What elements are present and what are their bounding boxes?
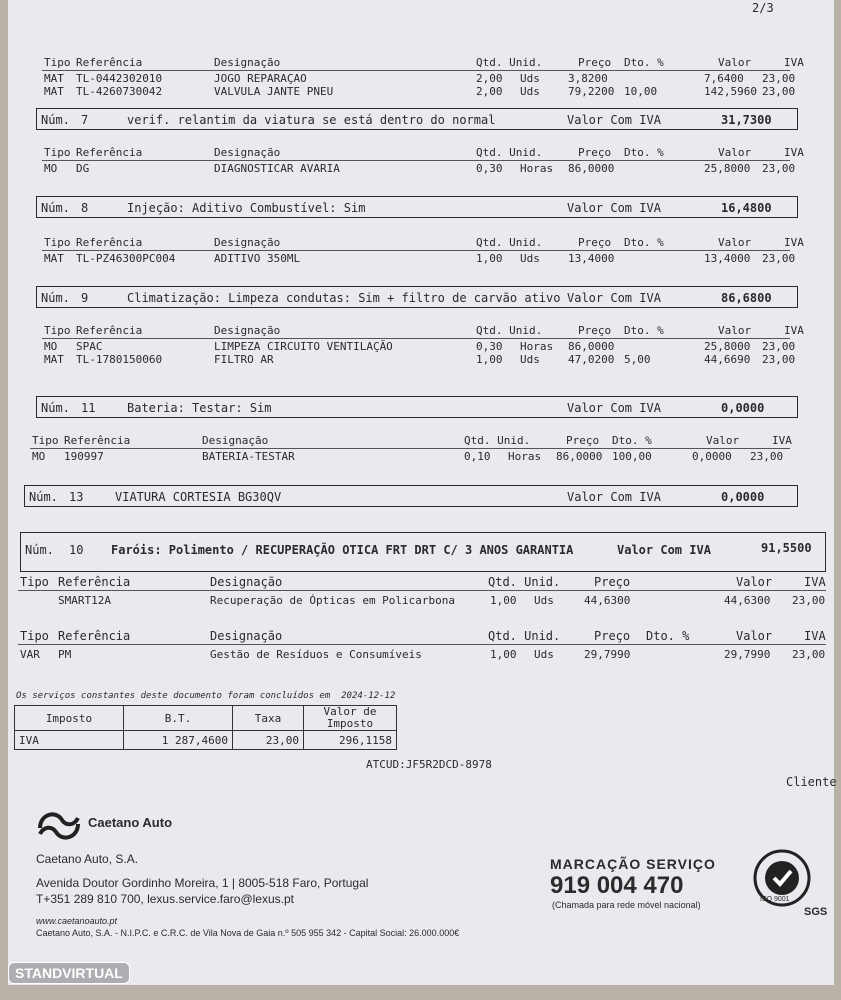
column-header: Referência <box>76 324 143 337</box>
cell-preco: 79,2200 <box>568 85 615 98</box>
tax-cell: 23,00 <box>233 731 304 750</box>
column-header: IVA <box>804 575 826 589</box>
tax-header: Valor de Imposto <box>304 706 397 731</box>
service-box-7 <box>36 108 798 130</box>
cell-preco: 86,0000 <box>556 450 603 463</box>
column-header: Dto. % <box>612 434 652 447</box>
column-header: Tipo <box>44 56 71 69</box>
box-total-label: Valor Com IVA <box>567 113 661 127</box>
cell-tipo: MAT <box>44 72 64 85</box>
marcacao-title: MARCAÇÃO SERVIÇO <box>550 856 716 872</box>
marcacao-phone: 919 004 470 <box>550 872 684 899</box>
cell-iva: 23,00 <box>792 594 826 607</box>
column-header: Valor <box>718 324 752 337</box>
cell-valor: 44,6690 <box>704 353 751 366</box>
box-total: 0,0000 <box>721 490 765 504</box>
cell-unid: Uds <box>520 85 540 98</box>
column-header: Tipo <box>20 575 49 589</box>
box-num: 8 <box>81 201 89 215</box>
cell-qtd: 2,00 <box>476 72 503 85</box>
tax-header: Imposto <box>15 706 124 731</box>
column-header: Designação <box>214 56 281 69</box>
box-text: Faróis: Polimento / RECUPERAÇÃO OTICA FRT DRT C/ 3 ANOS GARANTIA <box>111 543 574 557</box>
cell-unid: Horas <box>520 162 554 175</box>
box-total-label: Valor Com IVA <box>567 490 661 504</box>
box-num-label: Núm. <box>41 201 70 215</box>
column-header: Qtd. Unid. <box>476 236 543 249</box>
cell-unid: Horas <box>520 340 554 353</box>
box-num-label: Núm. <box>41 291 70 305</box>
cell-iva: 23,00 <box>762 162 796 175</box>
cell-ref: SPAC <box>76 340 103 353</box>
company-legal: Caetano Auto, S.A. - N.I.P.C. e C.R.C. de Vila Nova de Gaia n.º 505 955 342 - Capital Social: 26.000.000€ <box>36 928 460 938</box>
cell-tipo: MO <box>32 450 46 463</box>
cliente-label: Cliente <box>786 775 837 789</box>
tax-cell: IVA <box>15 731 124 750</box>
cell-preco: 47,0200 <box>568 353 615 366</box>
cell-qtd: 0,30 <box>476 162 503 175</box>
cell-iva: 23,00 <box>762 85 796 98</box>
cell-unid: Uds <box>520 252 540 265</box>
cell-qtd: 1,00 <box>476 252 503 265</box>
cell-desc: LIMPEZA CIRCUITO VENTILAÇÃO <box>214 340 393 353</box>
column-header: Preço <box>578 56 612 69</box>
cell-valor: 29,7990 <box>724 648 771 661</box>
box-total: 31,7300 <box>721 113 772 127</box>
cell-dto: 5,00 <box>624 353 651 366</box>
box-num: 13 <box>69 490 84 504</box>
cell-tipo: MAT <box>44 252 64 265</box>
box-total-label: Valor Com IVA <box>617 543 711 557</box>
column-header: Qtd. Unid. <box>476 324 543 337</box>
cell-preco: 13,4000 <box>568 252 615 265</box>
cell-valor: 25,8000 <box>704 340 751 353</box>
column-header: Preço <box>578 236 612 249</box>
column-header: Tipo <box>32 434 59 447</box>
cell-desc: DIAGNOSTICAR AVARIA <box>214 162 340 175</box>
header-rule <box>42 160 790 161</box>
column-header: Dto. % <box>624 236 664 249</box>
cell-ref: TL-4260730042 <box>76 85 163 98</box>
cell-desc: VALVULA JANTE PNEU <box>214 85 334 98</box>
column-header: IVA <box>784 146 804 159</box>
service-box-8 <box>36 196 798 218</box>
column-header: Designação <box>214 146 281 159</box>
cell-unid: Horas <box>508 450 542 463</box>
column-header: Designação <box>202 434 269 447</box>
box-text: VIATURA CORTESIA BG30QV <box>115 490 282 504</box>
company-name: Caetano Auto, S.A. <box>36 852 139 866</box>
cell-tipo: MO <box>44 340 58 353</box>
cell-desc: BATERIA-TESTAR <box>202 450 295 463</box>
column-header: Referência <box>58 629 131 643</box>
cell-valor: 142,5960 <box>704 85 757 98</box>
box-num: 7 <box>81 113 89 127</box>
column-header: Referência <box>76 146 143 159</box>
service-box-9 <box>36 286 798 308</box>
company-address: Avenida Doutor Gordinho Moreira, 1 | 8005-518 Faro, Portugal <box>36 876 369 890</box>
cell-preco: 44,6300 <box>584 594 631 607</box>
services-note: Os serviços constantes deste documento foram concluídos em 2024-12-12 <box>16 691 396 701</box>
watermark-logo: STANDVIRTUAL <box>8 962 130 984</box>
cell-qtd: 1,00 <box>490 648 517 661</box>
cell-valor: 13,4000 <box>704 252 751 265</box>
service-box-13 <box>24 485 798 507</box>
cell-desc: Gestão de Resíduos e Consumíveis <box>210 648 422 661</box>
box-total-label: Valor Com IVA <box>567 201 661 215</box>
box-text: Injeção: Aditivo Combustível: Sim <box>127 201 366 215</box>
column-header: Referência <box>76 56 143 69</box>
cell-tipo: MAT <box>44 353 64 366</box>
company-contacts: T+351 289 810 700, lexus.service.faro@lexus.pt <box>36 892 294 906</box>
cell-desc: FILTRO AR <box>214 353 274 366</box>
cell-iva: 23,00 <box>762 340 796 353</box>
column-header: Qtd. Unid. <box>488 629 561 643</box>
cell-ref: PM <box>58 648 72 661</box>
box-num-label: Núm. <box>41 401 70 415</box>
cell-unid: Uds <box>534 648 554 661</box>
column-header: Designação <box>210 575 283 589</box>
box-num-label: Núm. <box>41 113 70 127</box>
company-brand: Caetano Auto <box>88 815 173 830</box>
cell-valor: 25,8000 <box>704 162 751 175</box>
header-rule <box>42 250 790 251</box>
column-header: Designação <box>210 629 283 643</box>
cell-unid: Uds <box>534 594 554 607</box>
cell-qtd: 2,00 <box>476 85 503 98</box>
cell-qtd: 0,10 <box>464 450 491 463</box>
box-total: 86,6800 <box>721 291 772 305</box>
cell-qtd: 1,00 <box>490 594 517 607</box>
column-header: Qtd. Unid. <box>464 434 531 447</box>
page-number: 2/3 <box>752 1 774 15</box>
service-box-10 <box>20 532 826 572</box>
service-box-11 <box>36 396 798 418</box>
cell-iva: 23,00 <box>762 252 796 265</box>
column-header: Preço <box>594 575 631 589</box>
column-header: Referência <box>58 575 131 589</box>
cell-ref: 190997 <box>64 450 104 463</box>
cell-desc: JOGO REPARAÇAO <box>214 72 307 85</box>
column-header: IVA <box>784 236 804 249</box>
cell-valor: 44,6300 <box>724 594 771 607</box>
column-header: IVA <box>784 56 804 69</box>
box-text: Climatização: Limpeza condutas: Sim + filtro de carvão ativo <box>127 291 561 305</box>
cell-iva: 23,00 <box>762 72 796 85</box>
column-header: Valor <box>718 56 752 69</box>
column-header: Qtd. Unid. <box>476 56 543 69</box>
column-header: Designação <box>214 236 281 249</box>
caetano-logo-icon <box>34 806 84 850</box>
column-header: Designação <box>214 324 281 337</box>
cell-ref: SMART12A <box>58 594 111 607</box>
column-header: Valor <box>706 434 740 447</box>
cell-ref: DG <box>76 162 90 175</box>
tax-cell: 296,1158 <box>304 731 397 750</box>
cell-tipo: MO <box>44 162 58 175</box>
column-header: Preço <box>578 324 612 337</box>
tax-cell: 1 287,4600 <box>124 731 233 750</box>
cell-ref: TL-0442302010 <box>76 72 163 85</box>
column-header: Valor <box>718 236 752 249</box>
cell-desc: ADITIVO 350ML <box>214 252 301 265</box>
cell-tipo: MAT <box>44 85 64 98</box>
column-header: Tipo <box>20 629 49 643</box>
cell-preco: 86,0000 <box>568 340 615 353</box>
column-header: Dto. % <box>624 324 664 337</box>
box-total: 0,0000 <box>721 401 765 415</box>
box-total-label: Valor Com IVA <box>567 291 661 305</box>
cell-iva: 23,00 <box>750 450 784 463</box>
cell-preco: 86,0000 <box>568 162 615 175</box>
column-header: Dto. % <box>624 146 664 159</box>
box-total: 91,5500 <box>761 541 812 555</box>
header-rule <box>42 338 790 339</box>
cell-desc: Recuperação de Ópticas em Policarbona <box>210 594 456 607</box>
tax-header: B.T. <box>124 706 233 731</box>
cell-valor: 7,6400 <box>704 72 744 85</box>
cell-dto: 100,00 <box>612 450 652 463</box>
box-num: 9 <box>81 291 89 305</box>
column-header: Dto. % <box>646 629 690 643</box>
box-text: verif. relantim da viatura se está dentro do normal <box>127 113 496 127</box>
column-header: Qtd. Unid. <box>488 575 561 589</box>
column-header: Preço <box>578 146 612 159</box>
cell-ref: TL-1780150060 <box>76 353 163 366</box>
header-rule <box>30 448 790 449</box>
column-header: Qtd. Unid. <box>476 146 543 159</box>
box-total-label: Valor Com IVA <box>567 401 661 415</box>
box-num: 11 <box>81 401 96 415</box>
sgs-label: SGS <box>804 906 828 918</box>
column-header: IVA <box>804 629 826 643</box>
marcacao-note: (Chamada para rede móvel nacional) <box>552 900 701 910</box>
cell-unid: Uds <box>520 353 540 366</box>
column-header: Referência <box>64 434 131 447</box>
cell-iva: 23,00 <box>792 648 826 661</box>
column-header: Dto. % <box>624 56 664 69</box>
cell-tipo: VAR <box>20 648 40 661</box>
cell-qtd: 1,00 <box>476 353 503 366</box>
cell-dto: 10,00 <box>624 85 658 98</box>
atcud: ATCUD:JF5R2DCD-8978 <box>366 758 492 771</box>
cell-ref: TL-PZ46300PC004 <box>76 252 176 265</box>
column-header: Preço <box>594 629 631 643</box>
column-header: Valor <box>718 146 752 159</box>
cell-preco: 3,8200 <box>568 72 608 85</box>
column-header: Valor <box>736 629 773 643</box>
box-num: 10 <box>69 543 84 557</box>
column-header: IVA <box>784 324 804 337</box>
column-header: Tipo <box>44 236 71 249</box>
box-num-label: Núm. <box>25 543 54 557</box>
column-header: Preço <box>566 434 600 447</box>
column-header: IVA <box>772 434 792 447</box>
cell-preco: 29,7990 <box>584 648 631 661</box>
tax-table <box>14 705 397 750</box>
header-rule <box>18 590 826 591</box>
header-rule <box>42 70 790 71</box>
column-header: Tipo <box>44 146 71 159</box>
tax-header: Taxa <box>233 706 304 731</box>
box-text: Bateria: Testar: Sim <box>127 401 272 415</box>
iso-label: ISO 9001 <box>760 896 790 903</box>
column-header: Referência <box>76 236 143 249</box>
box-num-label: Núm. <box>29 490 58 504</box>
cell-iva: 23,00 <box>762 353 796 366</box>
cell-unid: Uds <box>520 72 540 85</box>
header-rule <box>18 644 826 645</box>
cell-qtd: 0,30 <box>476 340 503 353</box>
cell-valor: 0,0000 <box>692 450 732 463</box>
column-header: Tipo <box>44 324 71 337</box>
company-website: www.caetanoauto.pt <box>36 916 118 926</box>
box-total: 16,4800 <box>721 201 772 215</box>
column-header: Valor <box>736 575 773 589</box>
